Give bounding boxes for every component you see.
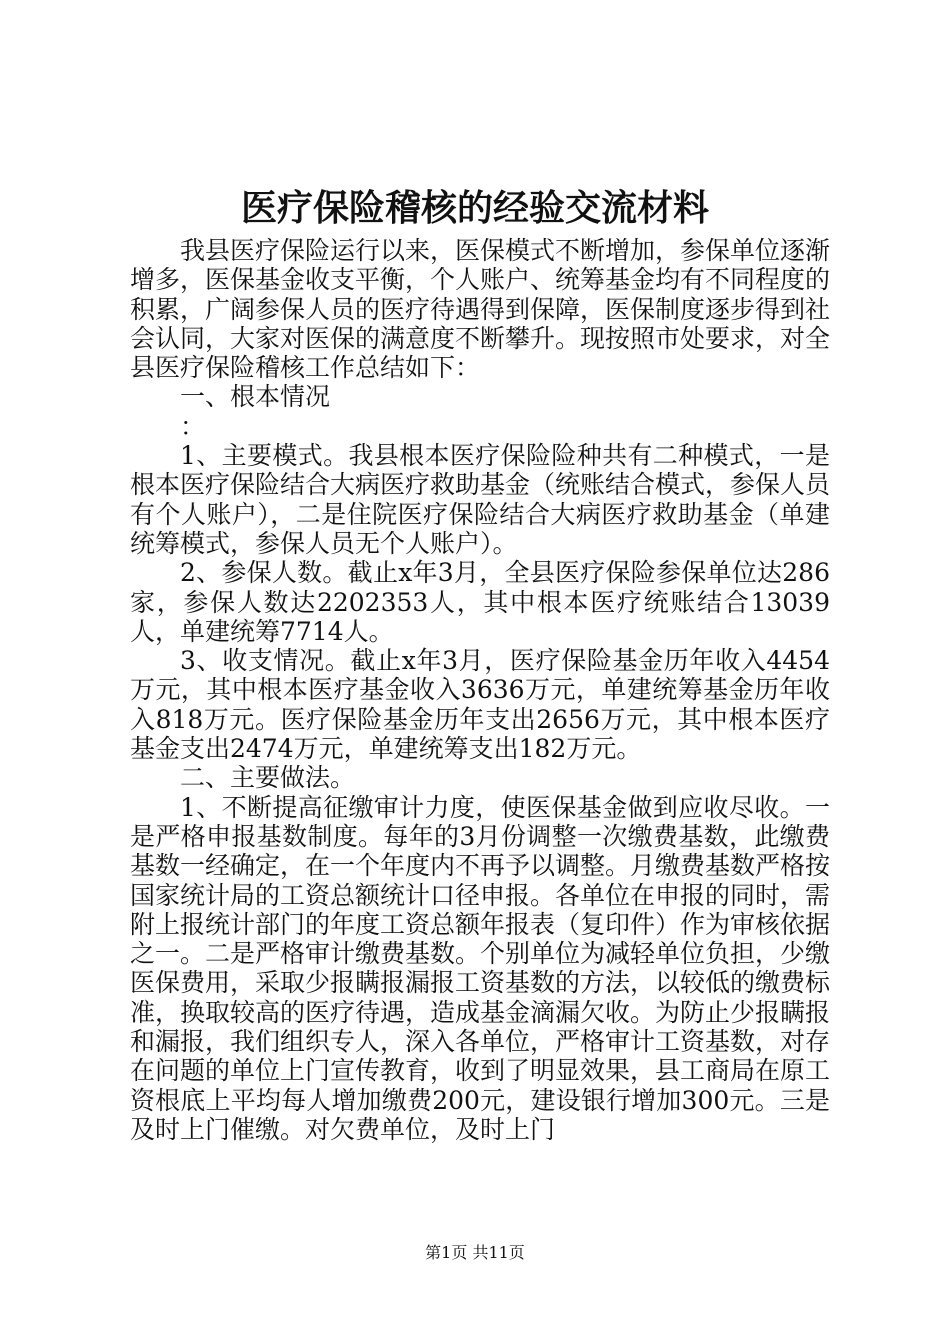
paragraph-audit-strength: 1、不断提高征缴审计力度，使医保基金做到应收尽收。一是严格申报基数制度。每年的3月份调整一次缴费基数，此缴费基数一经确定，在一个年度内不再予以调整。月缴费基数严格按国家统计局的工资总额统计口径申报。各单位在申报的同时，需附上报统计部门的年度工资总额年报表（复印件）作为审核依据之一。二是严格审计缴费基数。个别单位为减轻单位负担，少缴医保费用，采取少报瞒报漏报工资基数的方法，以较低的缴费标准，换取较高的医疗待遇，造成基金滴漏欠收。为防止少报瞒报和漏报，我们组织专人，深入各单位，严格审计工资基数，对存在问题的单位上门宣传教育，收到了明显效果，县工商局在原工资根底上平均每人增加缴费200元，建设银行增加300元。三是及时上门催缴。对欠费单位，及时上门 bbox=[130, 792, 831, 1144]
document-body bbox=[130, 236, 830, 1144]
paragraph-colon: ： bbox=[180, 411, 206, 441]
section-heading-main-practices: 二、主要做法。 bbox=[180, 763, 356, 793]
paragraph-income-expense: 3、收支情况。截止x年3月，医疗保险基金历年收入4454万元，其中根本医疗基金收入3636万元，单建统筹基金历年收入818万元。医疗保险基金历年支出2656万元，其中根本医疗基金支出2474万元，单建统筹支出182万元。 bbox=[130, 646, 830, 764]
paragraph-insured-count: 2、参保人数。截止x年3月，全县医疗保险参保单位达286家，参保人数达2202353人，其中根本医疗统账结合13039人，单建统筹7714人。 bbox=[130, 558, 830, 646]
section-heading-basic-situation: 一、根本情况 bbox=[180, 382, 331, 412]
paragraph-main-modes: 1、主要模式。我县根本医疗保险险种共有二种模式，一是根本医疗保险结合大病医疗救助基金（统账结合模式，参保人员有个人账户），二是住院医疗保险结合大病医疗救助基金（单建统筹模式，参保人员无个人账户）。 bbox=[130, 441, 831, 558]
document-title: 医疗保险稽核的经验交流材料 bbox=[240, 187, 709, 229]
page-footer: 第1页 共11页 bbox=[425, 1243, 525, 1262]
paragraph-intro: 我县医疗保险运行以来，医保模式不断增加，参保单位逐渐增多，医保基金收支平衡，个人账户、统筹基金均有不同程度的积累，广阔参保人员的医疗待遇得到保障，医保制度逐步得到社会认同，大家对医保的满意度不断攀升。现按照市处要求，对全县医疗保险稽核工作总结如下： bbox=[130, 236, 831, 383]
